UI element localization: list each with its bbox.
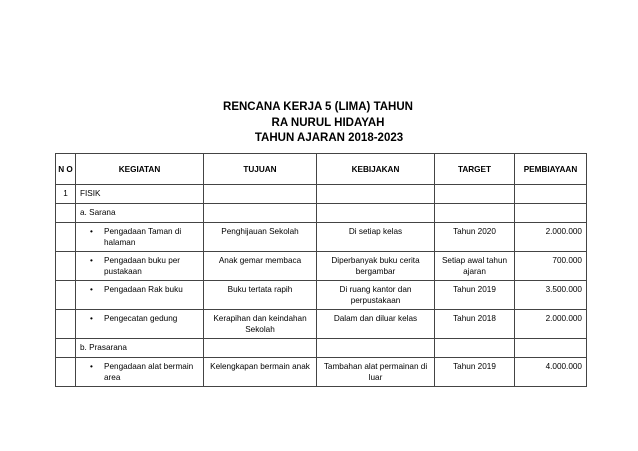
- work-plan-table: [55, 153, 587, 387]
- tujuan-cell: Buku tertata rapih: [204, 281, 317, 310]
- tujuan-cell: Kerapihan dan keindahan Sekolah: [204, 310, 317, 339]
- section-number: 1: [56, 185, 76, 204]
- kegiatan-text: Pengadaan Rak buku: [104, 285, 183, 294]
- header-pembiayaan: PEMBIAYAAN: [515, 154, 587, 185]
- empty-cell: [56, 204, 76, 223]
- empty-cell: [56, 339, 76, 358]
- pembiayaan-cell: 3.500.000: [515, 281, 587, 310]
- group-label: b. Prasarana: [76, 339, 204, 358]
- group-row-prasarana: [56, 339, 587, 358]
- table-header-row: [56, 154, 587, 185]
- tujuan-cell: Anak gemar membaca: [204, 252, 317, 281]
- kegiatan-text: Pengadaan alat bermain area: [104, 362, 194, 382]
- section-row-fisik: [56, 185, 587, 204]
- header-kebijakan: KEBIJAKAN: [317, 154, 435, 185]
- empty-cell: [317, 204, 435, 223]
- header-target: TARGET: [435, 154, 515, 185]
- empty-cell: [56, 223, 76, 252]
- group-label: a. Sarana: [76, 204, 204, 223]
- kebijakan-cell: Dalam dan diluar kelas: [317, 310, 435, 339]
- empty-cell: [56, 281, 76, 310]
- bullet-icon: •: [90, 362, 93, 371]
- section-label: FISIK: [76, 185, 204, 204]
- kegiatan-text: Pengadaan buku per pustakaan: [104, 256, 181, 276]
- bullet-icon: •: [90, 256, 93, 265]
- empty-cell: [317, 185, 435, 204]
- target-cell: Tahun 2018: [435, 310, 515, 339]
- title-line-1: RENCANA KERJA 5 (LIMA) TAHUN: [223, 101, 413, 113]
- empty-cell: [204, 204, 317, 223]
- kegiatan-cell: [76, 252, 204, 281]
- empty-cell: [204, 185, 317, 204]
- kegiatan-text: Pengecatan gedung: [104, 314, 178, 323]
- pembiayaan-cell: 2.000.000: [515, 223, 587, 252]
- table-row: [56, 281, 587, 310]
- document-title: [0, 100, 638, 147]
- table-row: [56, 310, 587, 339]
- kebijakan-cell: Diperbanyak buku cerita bergambar: [317, 252, 435, 281]
- table-row: [56, 252, 587, 281]
- empty-cell: [317, 339, 435, 358]
- empty-cell: [56, 252, 76, 281]
- empty-cell: [515, 185, 587, 204]
- kebijakan-cell: Di ruang kantor dan perpustakaan: [317, 281, 435, 310]
- empty-cell: [56, 310, 76, 339]
- bullet-icon: •: [90, 285, 93, 294]
- title-line-2: RA NURUL HIDAYAH: [271, 116, 385, 129]
- tujuan-cell: Penghijauan Sekolah: [204, 223, 317, 252]
- header-kegiatan: KEGIATAN: [76, 154, 204, 185]
- kegiatan-cell: [76, 281, 204, 310]
- kegiatan-text: Pengadaan Taman di halaman: [104, 227, 182, 247]
- kegiatan-cell: [76, 358, 204, 387]
- kebijakan-cell: Di setiap kelas: [317, 223, 435, 252]
- bullet-icon: •: [90, 314, 93, 323]
- group-row-sarana: [56, 204, 587, 223]
- empty-cell: [515, 204, 587, 223]
- empty-cell: [204, 339, 317, 358]
- empty-cell: [435, 185, 515, 204]
- title-line-3: TAHUN AJARAN 2018-2023: [254, 132, 404, 144]
- header-no: N O: [56, 154, 76, 185]
- header-tujuan: TUJUAN: [204, 154, 317, 185]
- target-cell: Setiap awal tahun ajaran: [435, 252, 515, 281]
- kegiatan-cell: [76, 310, 204, 339]
- empty-cell: [515, 339, 587, 358]
- bullet-icon: •: [90, 227, 93, 236]
- target-cell: Tahun 2019: [435, 281, 515, 310]
- table-row: [56, 358, 587, 387]
- table-row: [56, 223, 587, 252]
- target-cell: Tahun 2019: [435, 358, 515, 387]
- tujuan-cell: Kelengkapan bermain anak: [204, 358, 317, 387]
- empty-cell: [56, 358, 76, 387]
- pembiayaan-cell: 4.000.000: [515, 358, 587, 387]
- kegiatan-cell: [76, 223, 204, 252]
- empty-cell: [435, 204, 515, 223]
- pembiayaan-cell: 2.000.000: [515, 310, 587, 339]
- kebijakan-cell: Tambahan alat permainan di luar: [317, 358, 435, 387]
- pembiayaan-cell: 700.000: [515, 252, 587, 281]
- target-cell: Tahun 2020: [435, 223, 515, 252]
- empty-cell: [435, 339, 515, 358]
